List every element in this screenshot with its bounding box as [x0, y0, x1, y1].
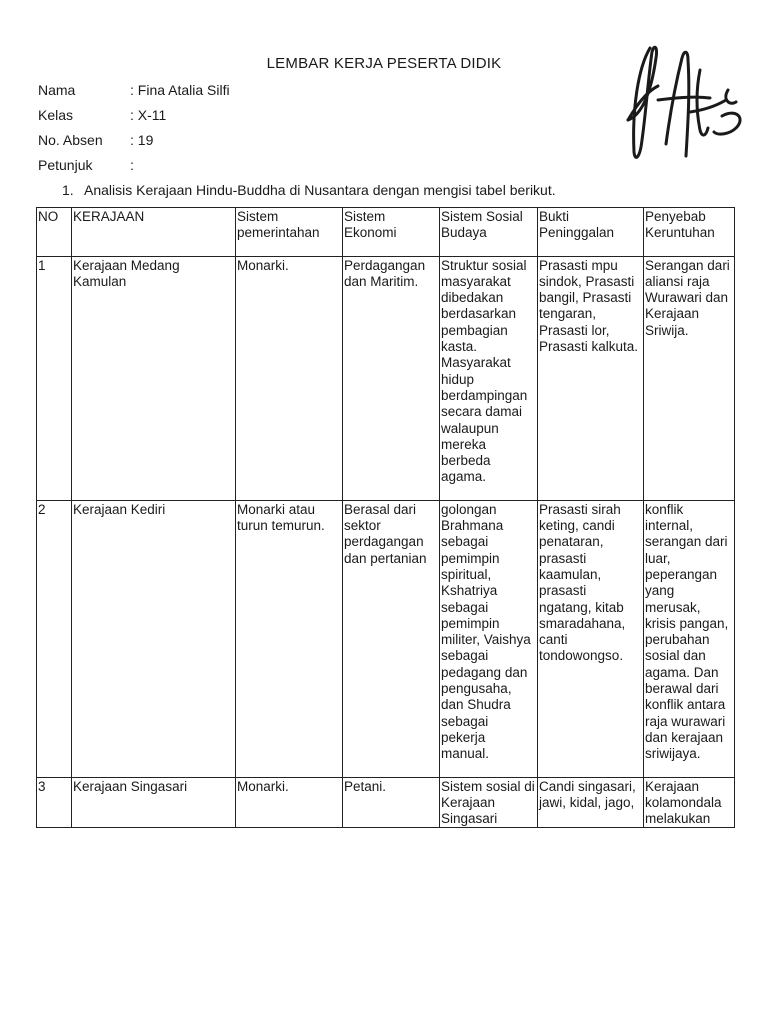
- table-cell: 3: [37, 777, 72, 828]
- table-cell: golongan Brahmana sebagai pemimpin spiritual, Kshatriya sebagai pemimpin militer, Vaishya sebagai pedagang dan pengusaha, dan Shudra sebagai pekerja manual.: [440, 500, 538, 777]
- table-cell: Prasasti sirah keting, candi penataran, prasasti kaamulan, prasasti ngatang, kitab smaradahana, canti tondowongso.: [538, 500, 644, 777]
- table-row: [37, 500, 735, 777]
- table-cell: 1: [37, 256, 72, 500]
- page-title: LEMBAR KERJA PESERTA DIDIK: [266, 55, 502, 72]
- table-row: [37, 256, 735, 500]
- header-cell-peninggalan: Bukti Peninggalan: [538, 208, 644, 257]
- table-cell: Perdagangan dan Maritim.: [343, 256, 440, 500]
- info-label: Petunjuk: [38, 157, 93, 173]
- table-cell: konflik internal, serangan dari luar, peperangan yang merusak, krisis pangan, perubahan sosial dan agama. Dan berawal dari konflik antara raja wurawari dan kerajaan sriwijaya.: [644, 500, 735, 777]
- header-cell-sosial-budaya: Sistem Sosial Budaya: [440, 208, 538, 257]
- table-cell: Sistem sosial di Kerajaan Singasari: [440, 777, 538, 828]
- header-cell-no: NO: [37, 208, 72, 257]
- table-cell: Kerajaan Medang Kamulan: [72, 256, 236, 500]
- header-cell-pemerintahan: Sistem pemerintahan: [236, 208, 343, 257]
- instruction-text: Analisis Kerajaan Hindu-Buddha di Nusantara dengan mengisi tabel berikut.: [84, 182, 556, 198]
- header-cell-ekonomi: Sistem Ekonomi: [343, 208, 440, 257]
- instruction-item: [62, 182, 556, 198]
- info-label: No. Absen: [38, 132, 103, 148]
- table-row: [37, 777, 735, 828]
- table-cell: 2: [37, 500, 72, 777]
- instruction-number: 1.: [62, 182, 74, 198]
- header-cell-kerajaan: KERAJAAN: [72, 208, 236, 257]
- table-cell: Monarki atau turun temurun.: [236, 500, 343, 777]
- table-cell: Monarki.: [236, 256, 343, 500]
- info-label: Kelas: [38, 107, 74, 123]
- info-value: : Fina Atalia Silfi: [130, 82, 230, 98]
- kingdom-analysis-table: [36, 207, 735, 828]
- info-value: : X-11: [130, 107, 167, 123]
- table-cell: Kerajaan Kediri: [72, 500, 236, 777]
- table-cell: Prasasti mpu sindok, Prasasti bangil, Prasasti tengaran, Prasasti lor, Prasasti kalkuta.: [538, 256, 644, 500]
- table-cell: Serangan dari aliansi raja Wurawari dan Kerajaan Sriwija.: [644, 256, 735, 500]
- table-cell: Petani.: [343, 777, 440, 828]
- table-cell: Kerajaan Singasari: [72, 777, 236, 828]
- info-value: : 19: [130, 132, 154, 148]
- handwritten-signature: [618, 40, 748, 170]
- table-cell: Kerajaan kolamondala melakukan: [644, 777, 735, 828]
- table-cell: Candi singasari, jawi, kidal, jago,: [538, 777, 644, 828]
- info-value: :: [130, 157, 134, 173]
- table-cell: Struktur sosial masyarakat dibedakan berdasarkan pembagian kasta. Masyarakat hidup berdampingan secara damai walaupun mereka berbeda agama.: [440, 256, 538, 500]
- table-cell: Berasal dari sektor perdagangan dan pertanian: [343, 500, 440, 777]
- info-label: Nama: [38, 82, 76, 98]
- header-cell-keruntuhan: Penyebab Keruntuhan: [644, 208, 735, 257]
- table-cell: Monarki.: [236, 777, 343, 828]
- table-header-row: [37, 208, 735, 257]
